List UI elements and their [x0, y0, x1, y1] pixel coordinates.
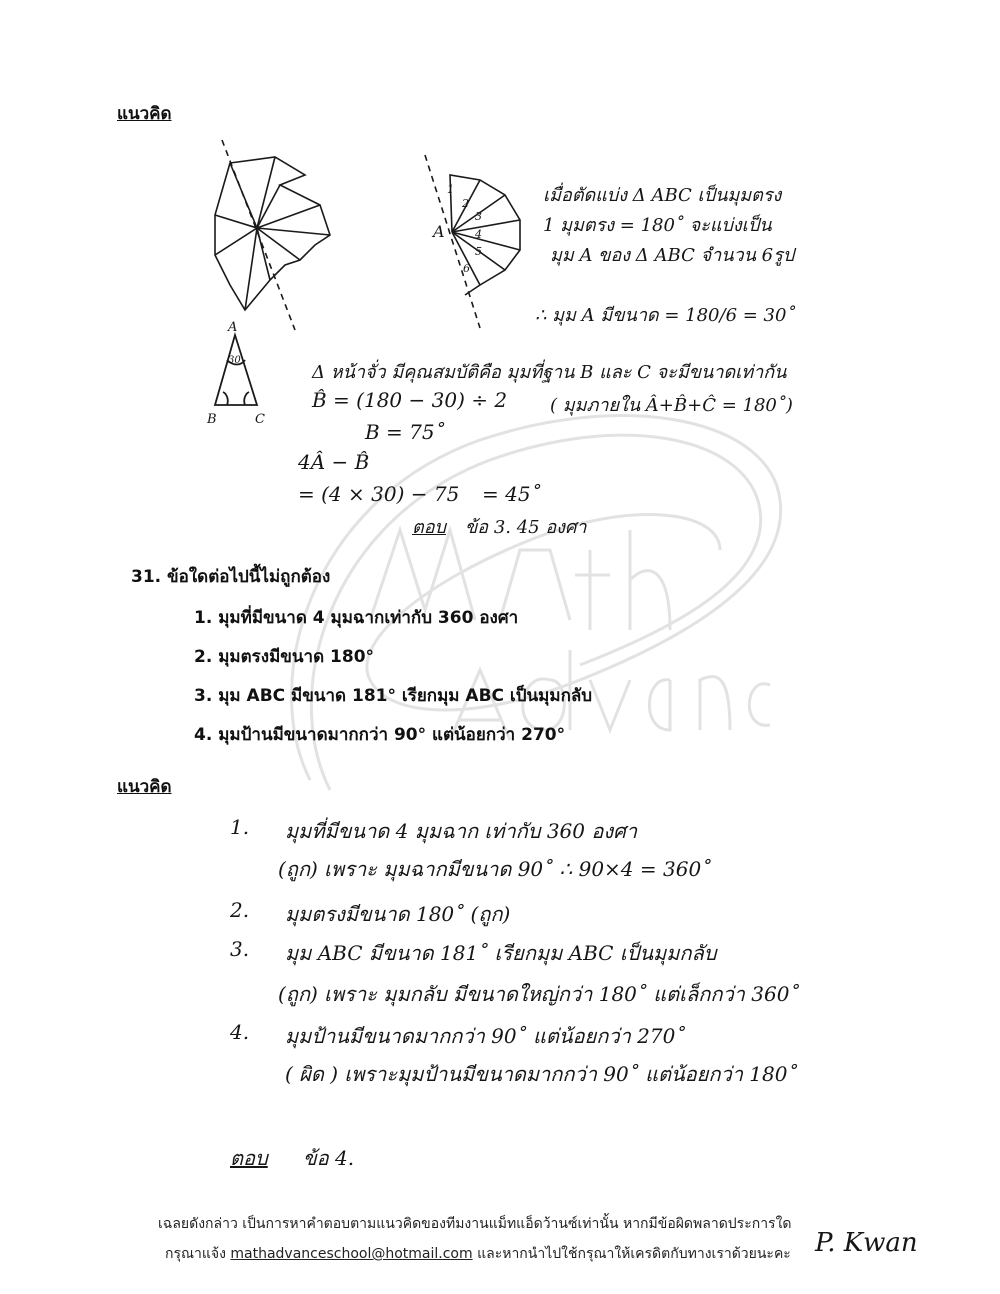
- solution-num: 4.: [230, 1020, 250, 1044]
- vertex-label-a: A: [433, 222, 445, 241]
- answer-text: ข้อ 3. 45 องศา: [465, 517, 587, 538]
- choice-2: 2. มุมตรงมีขนาด 180°: [194, 647, 375, 667]
- question-stem: 31. ข้อใดต่อไปนี้ไม่ถูกต้อง: [131, 567, 331, 587]
- choice-1: 1. มุมที่มีขนาด 4 มุมฉากเท่ากับ 360 องศา: [194, 608, 519, 628]
- solution-line: (ถูก) เพราะ มุมกลับ มีขนาดใหญ่กว่า 180˚ แต่เล็กกว่า 360˚: [278, 982, 800, 1006]
- footer-contact-prefix: กรุณาแจ้ง: [165, 1246, 226, 1262]
- section-heading-1: แนวคิด: [117, 104, 172, 124]
- calc-angle-b-note: ( มุมภายใน Â+B̂+Ĉ = 180˚): [550, 395, 793, 416]
- solution-line: มุมที่มีขนาด 4 มุมฉาก เท่ากับ 360 องศา: [285, 819, 638, 843]
- wedge-label: 3: [475, 210, 482, 223]
- calc-angle-b: B̂ = (180 − 30) ÷ 2: [312, 388, 508, 412]
- isosceles-note: Δ หน้าจั่ว มีคุณสมบัติคือ มุมที่ฐาน B และ C จะมีขนาดเท่ากัน: [312, 362, 787, 383]
- footer-contact-suffix: และหากนำไปใช้กรุณาให้เครดิตกับทางเราด้วยนะคะ: [477, 1246, 791, 1262]
- expression: 4Â − B̂: [298, 450, 370, 474]
- signature: P. Kwan: [815, 1228, 918, 1258]
- triangle-label-c: C: [255, 412, 265, 427]
- wedge-label: 1: [447, 183, 454, 196]
- solution-line: ( ผิด ) เพราะมุมป้านมีขนาดมากกว่า 90˚ แต่น้อยกว่า 180˚: [285, 1062, 798, 1086]
- wedge-label: 4: [475, 228, 482, 241]
- triangle-angle-label: 30: [228, 355, 241, 366]
- solution-line: มุมตรงมีขนาด 180˚ (ถูก): [285, 902, 511, 926]
- note-line: มุม A ของ Δ ABC จำนวน 6รูป: [550, 245, 795, 266]
- triangle-label-b: B: [207, 412, 217, 427]
- footer-disclaimer: เฉลยดังกล่าว เป็นการหาคำตอบตามแนวคิดของทีมงานแม็ทแอ็ดว้านซ์เท่านั้น หากมีข้อผิดพลาดประการใด: [158, 1216, 792, 1232]
- wedge-label: 5: [475, 245, 482, 258]
- choice-4: 4. มุมป้านมีขนาดมากกว่า 90° แต่น้อยกว่า 270°: [194, 725, 566, 745]
- isosceles-triangle: [205, 320, 275, 420]
- result-angle-b: B = 75˚: [365, 420, 445, 444]
- answer-label-2: ตอบ: [230, 1146, 268, 1170]
- solution-num: 1.: [230, 815, 250, 839]
- result-angle-a: ∴ มุม A มีขนาด = 180/6 = 30˚: [535, 305, 796, 326]
- choice-3: 3. มุม ABC มีขนาด 181° เรียกมุม ABC เป็นมุมกลับ: [194, 686, 593, 706]
- solution-line: มุม ABC มีขนาด 181˚ เรียกมุม ABC เป็นมุมกลับ: [285, 941, 717, 965]
- answer-text-2: ข้อ 4.: [303, 1146, 355, 1170]
- solution-line: (ถูก) เพราะ มุมฉากมีขนาด 90˚ ∴ 90×4 = 360˚: [278, 857, 712, 881]
- answer-label: ตอบ: [412, 517, 446, 538]
- footer-contact: [165, 1243, 791, 1265]
- solution-num: 3.: [230, 937, 250, 961]
- angle-split-diagram-left: [200, 135, 330, 335]
- note-line: 1 มุมตรง = 180˚ จะแบ่งเป็น: [543, 215, 772, 236]
- solution-num: 2.: [230, 898, 250, 922]
- wedge-label: 6: [463, 262, 470, 275]
- triangle-label-a: A: [228, 320, 238, 335]
- section-heading-2: แนวคิด: [117, 777, 172, 797]
- email-link[interactable]: mathadvanceschool@hotmail.com: [230, 1246, 473, 1262]
- calc-result: = 45˚: [482, 482, 541, 506]
- solution-line: มุมป้านมีขนาดมากกว่า 90˚ แต่น้อยกว่า 270˚: [285, 1024, 686, 1048]
- calc-expression: = (4 × 30) − 75: [298, 482, 460, 506]
- wedge-label: 2: [462, 197, 469, 210]
- note-line: เมื่อตัดแบ่ง Δ ABC เป็นมุมตรง: [543, 185, 782, 206]
